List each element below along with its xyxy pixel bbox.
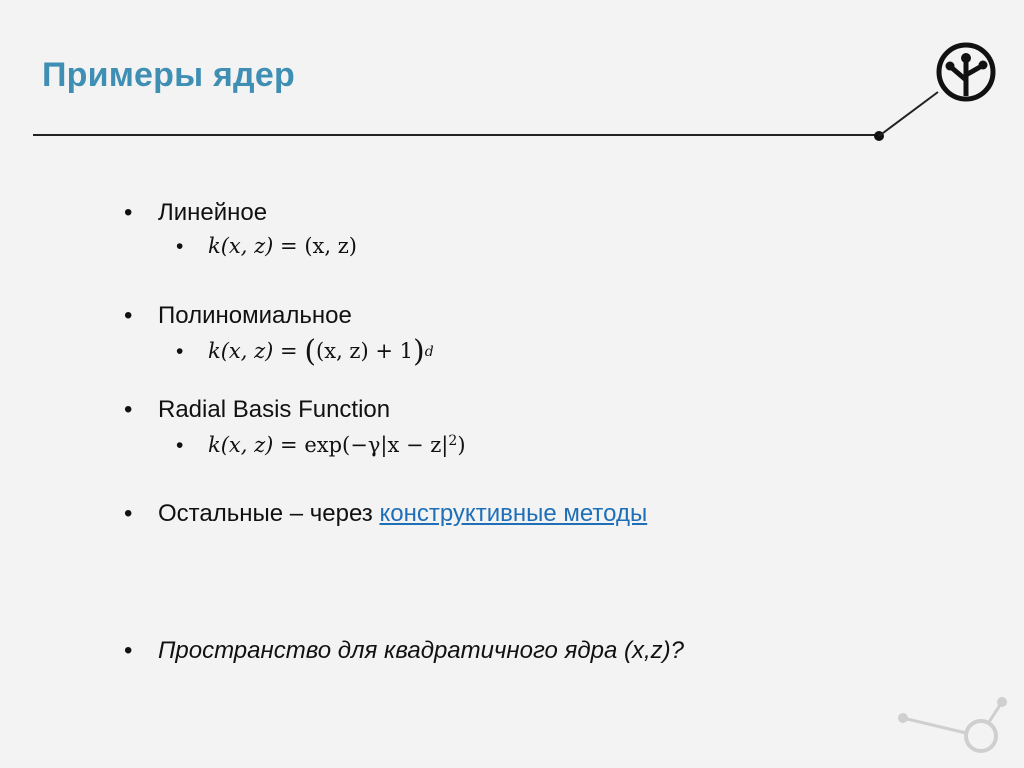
formula-polynomial bbox=[176, 334, 434, 369]
constructive-methods-link[interactable]: конструктивные методы bbox=[379, 500, 648, 527]
formula-lhs: k(x, z) bbox=[208, 433, 274, 457]
bullet-question bbox=[124, 637, 684, 665]
bullet-others bbox=[124, 500, 647, 528]
formula-rhs-prefix: exp(−γ|x − z| bbox=[304, 433, 449, 457]
bullet-linear bbox=[124, 199, 267, 227]
bullet-dot: • bbox=[124, 637, 133, 664]
sub-bullet-dot: • bbox=[176, 235, 184, 258]
bullet-rbf bbox=[124, 396, 390, 424]
sub-bullet-dot: • bbox=[176, 434, 184, 457]
page-title: Примеры ядер bbox=[42, 56, 295, 94]
bullet-polynomial bbox=[124, 302, 352, 330]
formula-text: k(x, z) = (x, z) bbox=[208, 234, 357, 258]
formula-text: k(x, $z) = \exp(-\gamma|x - z|^2)$ bbox=[208, 433, 466, 457]
formula-exponent: d bbox=[424, 344, 434, 360]
formula-rhs-suffix: ) bbox=[457, 433, 466, 457]
formula-rhs: (x, z) bbox=[304, 234, 357, 258]
question-text: Пространство для квадратичного ядра (x,z)? bbox=[158, 637, 684, 664]
bullet-dot: • bbox=[124, 199, 133, 226]
formula-inner: (x, z) + 1 bbox=[316, 339, 413, 363]
bullet-label: Полиномиальное bbox=[158, 302, 352, 329]
formula-lhs: k(x, z) bbox=[208, 339, 274, 363]
bullet-dot: • bbox=[124, 396, 133, 423]
formula-lhs: k(x, z) bbox=[208, 234, 274, 258]
tree-branch-logo-icon bbox=[939, 45, 993, 99]
sub-bullet-dot: • bbox=[176, 340, 184, 363]
bullet-label: Линейное bbox=[158, 199, 268, 226]
formula-linear bbox=[176, 232, 357, 261]
bullet-dot: • bbox=[124, 302, 133, 329]
formula-rbf bbox=[176, 431, 466, 460]
network-nodes-icon bbox=[898, 697, 1007, 751]
formula-square: 2 bbox=[448, 433, 458, 449]
others-prefix: Остальные – через bbox=[158, 500, 380, 527]
bullet-label: Radial Basis Function bbox=[158, 396, 391, 423]
bullet-dot: • bbox=[124, 500, 133, 527]
formula-text: k(x, z) = ((x, z) + 1)d bbox=[208, 334, 434, 369]
logo-connector bbox=[879, 92, 938, 136]
